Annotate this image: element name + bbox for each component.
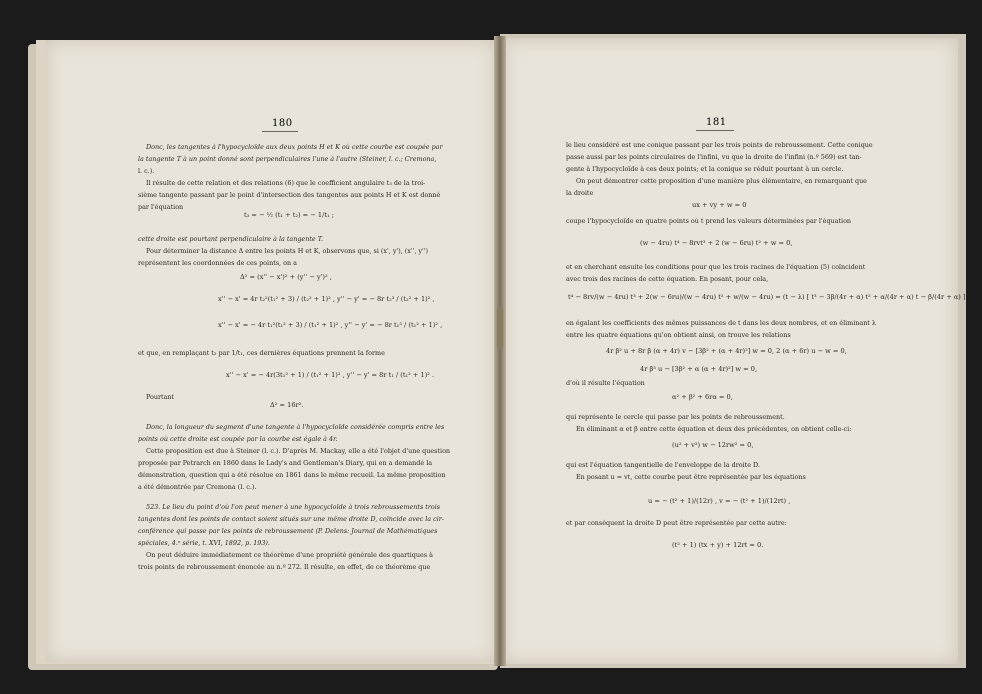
text-line: entre les quatre équations qu'on obtient ainsi, on trouve les relations — [566, 331, 791, 339]
equation: ux + vy + w = 0 — [692, 201, 747, 209]
text-line: avec trois des racines de cette équation. En posant, pour cela, — [566, 275, 769, 283]
equation: α² + β² + 6rα = 0, — [672, 393, 733, 401]
text-line: gente à l'hypocycloïde à ces deux points; et la conique se réduit pourtant à un cercle. — [566, 165, 844, 173]
equation: x'' − x' = 4r t₂²(t₁² + 3) / (t₂² + 1)² , y'' − y' = − 8r t₂³ / (t₂² + 1)² , — [218, 295, 435, 303]
text-line: coupe l'hypocycloïde en quatre points où t prend les valeurs déterminées par l'équation — [566, 217, 852, 225]
text-line: Donc, la longueur du segment d'une tangente à l'hypocycloïde considérée compris entre les — [146, 423, 445, 431]
equation: (t² + 1) (tx + y) + 12rt = 0. — [672, 541, 764, 549]
text-line: En éliminant α et β entre cette équation et deux des précédentes, on obtient celle-ci: — [576, 425, 852, 433]
text-line: en égalant les coefficients des mêmes puissances de t dans les deux nombres, et en éliminant λ — [566, 319, 876, 327]
text-line: Il résulte de cette relation et des relations (6) que le coefficient angulaire t₃ de la troi- — [146, 179, 426, 187]
text-line: le lieu considéré est une conique passant par les trois points de rebroussement. Cette conique — [566, 141, 873, 149]
text-line: et que, en remplaçant t₂ par 1/t₁, ces dernières équations prennent la forme — [138, 349, 385, 357]
equation: x'' − x' = − 4r(3t₁² + 1) / (t₁² + 1)² , y'' − y' = 8r t₁ / (t₁² + 1)² . — [226, 371, 435, 379]
equation: u = − (t² + 1)/(12r) , v = − (t² + 1)/(12rt) , — [648, 497, 791, 505]
text-line: points où cette droite est coupée par la courbe est égale à 4r. — [138, 435, 338, 443]
text-line: On peut déduire immédiatement ce théorème d'une propriété générale des quartiques à — [146, 551, 433, 559]
text-line: proposée par Petrarch en 1860 dans le Lady's and Gentleman's Diary, qui en a demandé la — [138, 459, 433, 467]
text-line: conférence qui passe par les points de rebroussement (P. Delens: Journal de Mathématiques — [138, 527, 438, 535]
text-line: d'où il résulte l'équation — [566, 379, 645, 387]
text-line: l. c.). — [138, 167, 155, 175]
equation: 4r β² u + 8r β (α + 4r) v − [3β² + (α + 4r)²] w = 0, 2 (α + 6r) u − w = 0, — [606, 347, 847, 355]
text-line: sième tangente passant par le point d'intersection des tangentes aux points H et K est donné — [138, 191, 441, 199]
text-line: a été démontrée par Cremona (l. c.). — [138, 483, 257, 491]
text-line: et en cherchant ensuite les conditions pour que les trois racines de l'équation (5) coïncident — [566, 263, 866, 271]
header-rule-left — [262, 131, 298, 132]
equation: t₃ = − ½ (t₁ + t₂) = − 1/t₁ ; — [244, 211, 334, 219]
text-line: tangentes dont les points de contact soient situés sur une même droite D, coïncide avec la cir- — [138, 515, 444, 523]
text-line: Donc, les tangentes à l'hypocycloïde aux deux points H et K où cette courbe est coupée par — [146, 143, 443, 151]
text-line: Cette proposition est due à Steiner (l. c.). D'après M. Mackay, elle a été l'objet d'une question — [146, 447, 451, 455]
page-number-right: 181 — [706, 117, 727, 128]
binding-clip — [497, 308, 503, 348]
book-gutter — [494, 36, 506, 666]
text-line: Pour déterminer la distance Δ entre les points H et K, observons que, si (x', y'), (x'', y'') — [146, 247, 429, 255]
page-number-left: 180 — [272, 118, 293, 129]
text-line: passe aussi par les points circulaires de l'infini, vu que la droite de l'infini (n.º 569) est tan- — [566, 153, 862, 161]
equation: Δ² = (x'' − x')² + (y'' − y')² , — [240, 273, 332, 281]
text-line: 523. Le lieu du point d'où l'on peut mener à une hypocycloïde à trois rebroussements trois — [146, 503, 441, 511]
text-line: En posant u = vt, cette courbe peut être représentée par les équations — [576, 473, 806, 481]
text-line: démonstration, question qui a été résolue en 1861 dans le même recueil. La même proposition — [138, 471, 446, 479]
text-line: cette droite est pourtant perpendiculaire à la tangente T. — [138, 235, 324, 243]
text-line: qui représente le cercle qui passe par les points de rebroussement. — [566, 413, 785, 421]
text-line: spéciales, 4.ᵉ série, t. XVI, 1892, p. 193). — [138, 539, 270, 547]
text-line: et par conséquent la droite D peut être représentée par cette autre: — [566, 519, 787, 527]
equation: (w − 4ru) t⁴ − 8rvt³ + 2 (w − 6ru) t² + w = 0, — [640, 239, 793, 247]
equation: (u² + v²) w − 12rw² = 0, — [672, 441, 754, 449]
text-line: représentent les coordonnées de ces points, on a — [138, 259, 297, 267]
text-line: la tangente T à un point donné sont perpendiculaires l'une à l'autre (Steiner, l. c.; Cremona, — [138, 155, 437, 163]
text-line: la droite — [566, 189, 594, 197]
equation: Δ² = 16r². — [270, 401, 304, 409]
text-line: On peut démontrer cette proposition d'une manière plus élémentaire, en remarquant que — [576, 177, 867, 185]
equation: t⁴ − 8rv/(w − 4ru) t³ + 2(w − 6ru)/(w − 4ru) t² + w/(w − 4ru) = (t − λ) [ t³ − 3β/(4r + α) t² + α/(4r + α) t − β/(4r + α) ] , — [568, 293, 970, 301]
text-line: Pourtant — [146, 393, 175, 401]
header-rule-right — [696, 130, 734, 131]
equation: x'' − x' = − 4r t₁²(t₁² + 3) / (t₁² + 1)² , y'' − y' = − 8r t₁³ / (t₁² + 1)² , — [218, 321, 443, 329]
text-line: par l'équation — [138, 203, 184, 211]
text-line: trois points de rebroussement énoncée au n.º 272. Il résulte, en effet, de ce théorème que — [138, 563, 431, 571]
equation: 4r β³ u − [3β² + α (α + 4r)²] w = 0, — [640, 365, 758, 373]
text-line: qui est l'équation tangentielle de l'enveloppe de la droite D. — [566, 461, 760, 469]
